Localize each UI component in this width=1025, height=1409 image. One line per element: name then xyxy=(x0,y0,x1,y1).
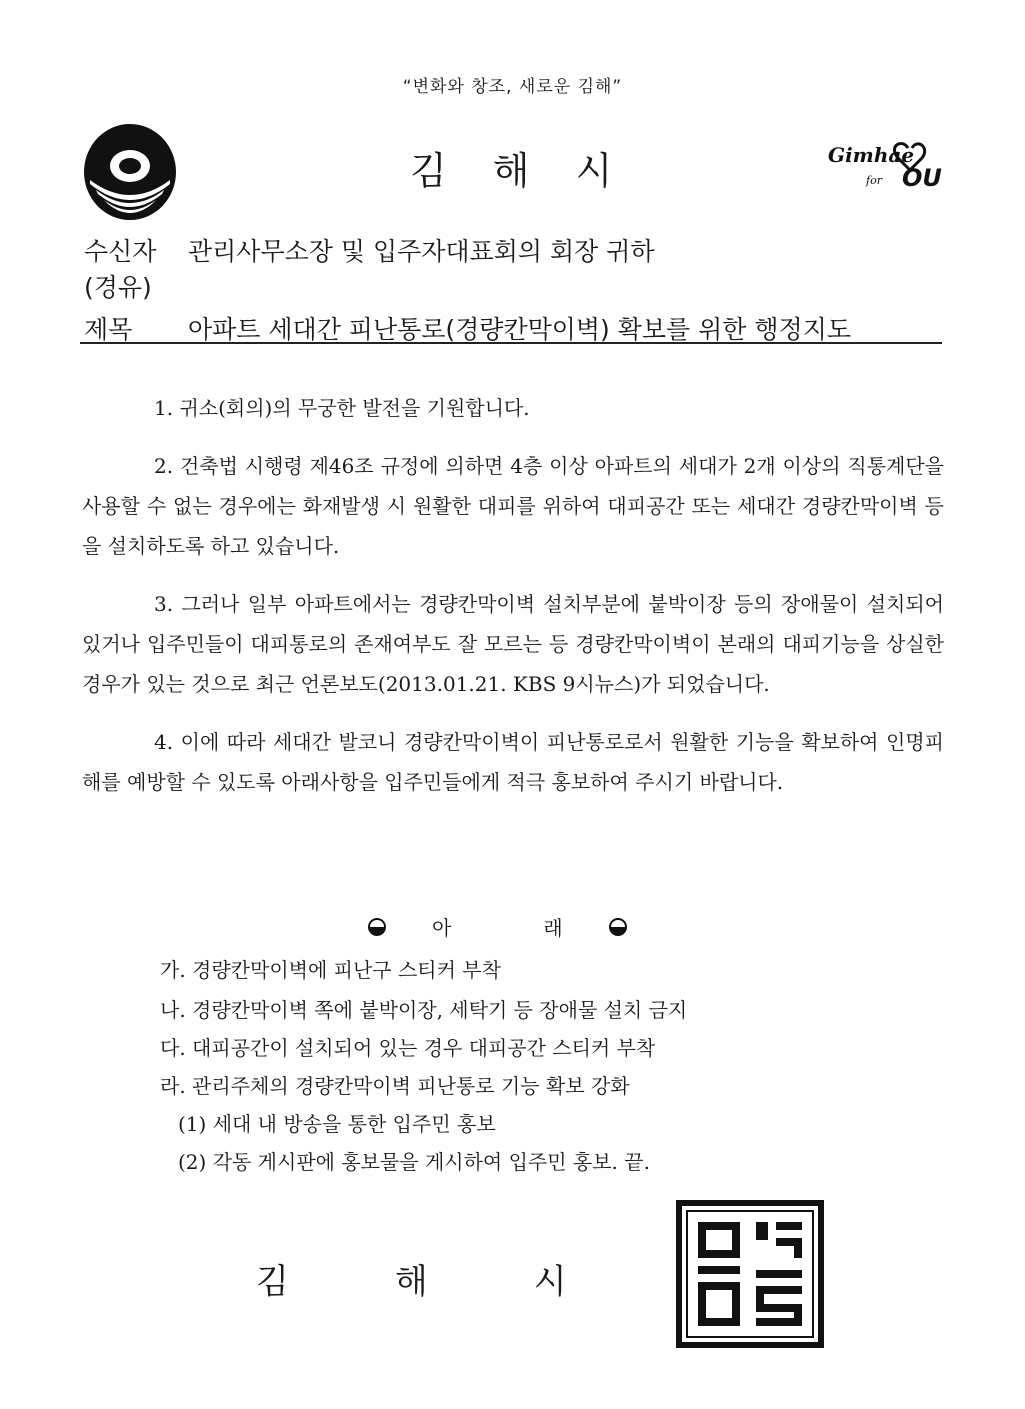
document-org-title: 김 해 시 xyxy=(410,149,615,193)
notice-heading-char-2: 래 xyxy=(543,916,563,940)
recipient-line xyxy=(84,232,655,268)
city-emblem-icon xyxy=(82,122,178,222)
notice-item: 가. 경량칸막이벽에 피난구 스티커 부착 xyxy=(160,958,501,982)
signature-char: 해 xyxy=(394,1262,428,1302)
svg-text:for: for xyxy=(866,174,882,187)
half-circle-icon xyxy=(609,918,627,936)
half-circle-icon xyxy=(368,918,386,936)
paragraph-2: 2. 건축법 시행령 제46조 규정에 의하면 4층 이상 아파트의 세대가 2개 이상의 직통계단을 사용할 수 없는 경우에는 화재발생 시 원활한 대피를 위하여 대피공간 또는 세대간 경량칸막이벽 등을 설치하도록 하고 있습니다. xyxy=(82,454,944,558)
notice-item: 나. 경량칸막이벽 쪽에 붙박이장, 세탁기 등 장애물 설치 금지 xyxy=(160,998,688,1022)
subject-line xyxy=(84,310,851,346)
recipient-value: 관리사무소장 및 입주자대표회의 회장 귀하 xyxy=(188,237,655,266)
header-divider xyxy=(80,342,942,344)
signature-char: 시 xyxy=(533,1262,567,1302)
paragraph-4: 4. 이에 따라 세대간 발코니 경량칸막이벽이 피난통로로서 원활한 기능을 확보하여 인명피해를 예방할 수 있도록 아래사항을 입주민들에게 적극 홍보하여 주시기 바랍니다. xyxy=(82,730,944,794)
notice-subitem: (2) 각동 게시판에 홍보물을 게시하여 입주민 홍보. 끝. xyxy=(178,1150,650,1174)
notice-item: 다. 대피공간이 설치되어 있는 경우 대피공간 스티커 부착 xyxy=(160,1036,656,1060)
notice-item: 라. 관리주체의 경량칸막이벽 피난통로 기능 확보 강화 xyxy=(160,1074,630,1098)
official-seal-stamp xyxy=(676,1200,824,1348)
paragraph-3: 3. 그러나 일부 아파트에서는 경량칸막이벽 설치부분에 붙박이장 등의 장애물이 설치되어 있거나 입주민들이 대피통로의 존재여부도 잘 모르는 등 경량칸막이벽이 본래의 대피기능을 상실한 경우가 있는 것으로 최근 언론보도(2013.01.21. KBS 9시뉴스)가 되었습니다. xyxy=(82,592,944,696)
paragraph-1: 1. 귀소(회의)의 무궁한 발전을 기원합니다. xyxy=(154,396,530,420)
svg-text:Gimhae: Gimhae xyxy=(828,143,915,167)
document-body xyxy=(82,388,944,802)
via-line: (경유) xyxy=(84,273,152,302)
notice-heading-char-1: 아 xyxy=(432,916,452,940)
issuer-signature xyxy=(256,1254,673,1303)
gimhae-for-you-logo xyxy=(826,140,956,200)
slogan: “변화와 창조, 새로운 김해” xyxy=(402,77,623,97)
svg-text:OU: OU xyxy=(902,164,942,192)
notice-heading xyxy=(368,912,627,941)
notice-subitem: (1) 세대 내 방송을 통한 입주민 홍보 xyxy=(178,1112,496,1136)
signature-char: 김 xyxy=(256,1262,289,1302)
subject-label: 제목 xyxy=(84,315,133,344)
recipient-label: 수신자 xyxy=(84,237,157,266)
subject-value: 아파트 세대간 피난통로(경량칸막이벽) 확보를 위한 행정지도 xyxy=(188,315,851,344)
